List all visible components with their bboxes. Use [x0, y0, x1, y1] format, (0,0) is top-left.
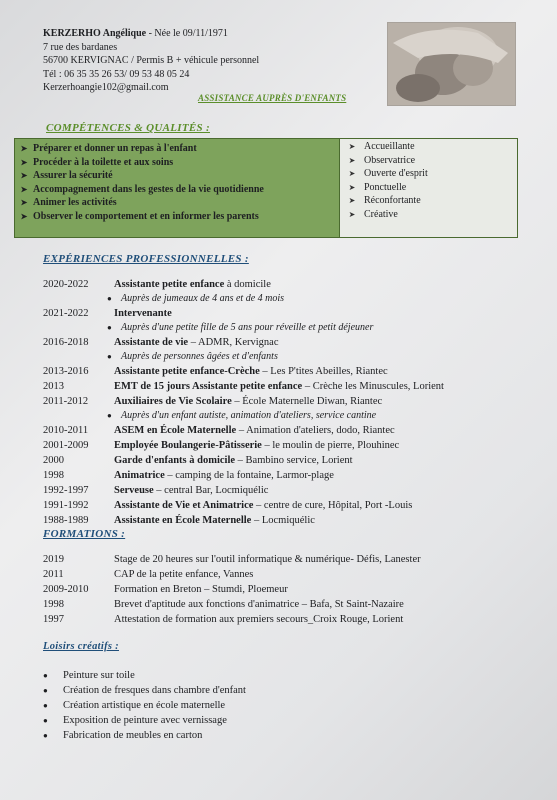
loisir-item: ● Peinture sur toile — [43, 670, 135, 681]
skill-item: ➤ Procéder à la toilette et aux soins — [15, 156, 339, 170]
bullet-icon: ● — [43, 686, 48, 695]
arrow-icon: ➤ — [20, 144, 28, 153]
quality-item: ➤ Créative — [340, 208, 517, 222]
arrow-icon: ➤ — [20, 211, 28, 221]
bullet-icon: ● — [107, 294, 112, 303]
quality-item: ➤ Observatrice — [340, 154, 517, 168]
arrow-icon: ➤ — [348, 182, 356, 192]
bullet-icon: ● — [43, 716, 48, 725]
loisir-item: ● Création de fresques dans chambre d'enfant — [43, 685, 246, 696]
loisirs-list — [43, 668, 246, 743]
experience-row: 1992-1997 Serveuse – central Bar, Locmiquélic — [43, 485, 269, 496]
quality-item: ➤ Accueillante — [340, 140, 517, 154]
arrow-icon: ➤ — [348, 169, 356, 178]
experiences-title: EXPÉRIENCES PROFESSIONNELLES : — [43, 253, 249, 265]
quality-item: ➤ Réconfortante — [340, 194, 517, 208]
bullet-icon: ● — [107, 323, 112, 332]
formation-row: 2009-2010 Formation en Breton – Stumdi, Ploemeur — [43, 584, 288, 595]
skill-item: ➤ Observer le comportement et en informer les parents — [15, 210, 339, 224]
birth-date: - Née le 09/11/1971 — [146, 28, 228, 39]
address-line-2: 56700 KERVIGNAC / Permis B + véhicule personnel — [43, 55, 260, 66]
bullet-icon: ● — [107, 411, 112, 420]
arrow-icon: ➤ — [348, 142, 356, 151]
arrow-icon: ➤ — [348, 196, 356, 205]
formation-row: 2019 Stage de 20 heures sur l'outil informatique & numérique- Défis, Lanester — [43, 554, 421, 565]
skill-item: ➤ Assurer la sécurité — [15, 169, 339, 183]
experience-row: 2013-2016 Assistante petite enfance-Crèche – Les P'tites Abeilles, Riantec — [43, 366, 388, 377]
loisir-item: ● Création artistique en école maternelle — [43, 700, 226, 711]
experience-detail: ● Auprès de jumeaux de 4 ans et de 4 mois — [107, 293, 285, 304]
address-line-1: 7 rue des bardanes — [43, 41, 118, 53]
skill-item: ➤ Animer les activités — [15, 196, 339, 210]
experience-row: 2016-2018 Assistante de vie – ADMR, Kervignac — [43, 337, 279, 348]
formations-title: FORMATIONS : — [43, 528, 126, 540]
experience-row: 2020-2022 Assistante petite enfance à domicile — [43, 279, 271, 290]
experience-row: 2001-2009 Employée Boulangerie-Pâtisserie – le moulin de pierre, Plouhinec — [43, 440, 400, 451]
arrow-icon: ➤ — [20, 184, 28, 194]
skills-list — [15, 139, 340, 237]
experience-row: 2021-2022 Intervenante — [43, 308, 172, 319]
experience-row: 1998 Animatrice – camping de la fontaine, Larmor-plage — [43, 470, 334, 481]
bullet-icon: ● — [107, 352, 112, 361]
job-title: ASSISTANCE AUPRÈS D'ENFANTS — [198, 93, 347, 103]
experiences-list — [43, 277, 444, 528]
experience-detail: ● Auprès d'une petite fille de 5 ans pour réveille et petit déjeuner — [107, 322, 374, 333]
contact-header — [43, 27, 259, 95]
loisir-item: ● Fabrication de meubles en carton — [43, 730, 203, 741]
arrow-icon: ➤ — [348, 155, 356, 165]
arrow-icon: ➤ — [348, 209, 356, 219]
skill-item: ➤ Préparer et donner un repas à l'enfant — [15, 142, 339, 156]
experience-row: 1991-1992 Assistante de Vie et Animatrice – centre de cure, Hôpital, Port -Louis — [43, 500, 413, 511]
formation-row: 2011 CAP de la petite enfance, Vannes — [43, 569, 254, 580]
email: Kerzerhoangie102@gmail.com — [43, 82, 169, 93]
phone: Tél : 06 35 35 26 53/ 09 53 48 05 24 — [43, 68, 190, 80]
bullet-icon: ● — [43, 701, 48, 710]
bullet-icon: ● — [43, 671, 48, 680]
quality-item: ➤ Ponctuelle — [340, 181, 517, 195]
arrow-icon: ➤ — [20, 171, 28, 180]
arrow-icon: ➤ — [20, 198, 28, 207]
competences-title: COMPÉTENCES & QUALITÉS : — [46, 122, 210, 134]
formation-row: 1997 Attestation de formation aux premiers secours_Croix Rouge, Lorient — [43, 614, 404, 625]
profile-photo — [387, 22, 516, 106]
qualities-list — [340, 139, 517, 237]
experience-row: 2013 EMT de 15 jours Assistante petite enfance – Crèche les Minuscules, Lorient — [43, 381, 444, 392]
arrow-icon: ➤ — [20, 157, 28, 167]
experience-row: 2010-2011 ASEM en École Maternelle – Animation d'ateliers, dodo, Riantec — [43, 425, 395, 436]
experience-detail: ● Auprès d'un enfant autiste, animation d'ateliers, service cantine — [107, 410, 377, 421]
formations-list — [43, 552, 421, 627]
experience-row: 2011-2012 Auxiliaires de Vie Scolaire – École Maternelle Diwan, Riantec — [43, 396, 383, 407]
loisir-item: ● Exposition de peinture avec vernissage — [43, 715, 227, 726]
skill-item: ➤ Accompagnement dans les gestes de la vie quotidienne — [15, 183, 339, 197]
experience-detail: ● Auprès de personnes âgées et d'enfants — [107, 351, 278, 362]
competences-box — [14, 138, 518, 238]
formation-row: 1998 Brevet d'aptitude aux fonctions d'animatrice – Bafa, St Saint-Nazaire — [43, 599, 404, 610]
experience-row: 2000 Garde d'enfants à domicile – Bambino service, Lorient — [43, 455, 353, 466]
loisirs-title: Loisirs créatifs : — [43, 641, 119, 652]
bullet-icon: ● — [43, 731, 48, 740]
candidate-name: KERZERHO Angélique — [43, 28, 147, 39]
experience-row: 1988-1989 Assistante en École Maternelle – Locmiquélic — [43, 515, 315, 526]
quality-item: ➤ Ouverte d'esprit — [340, 167, 517, 181]
